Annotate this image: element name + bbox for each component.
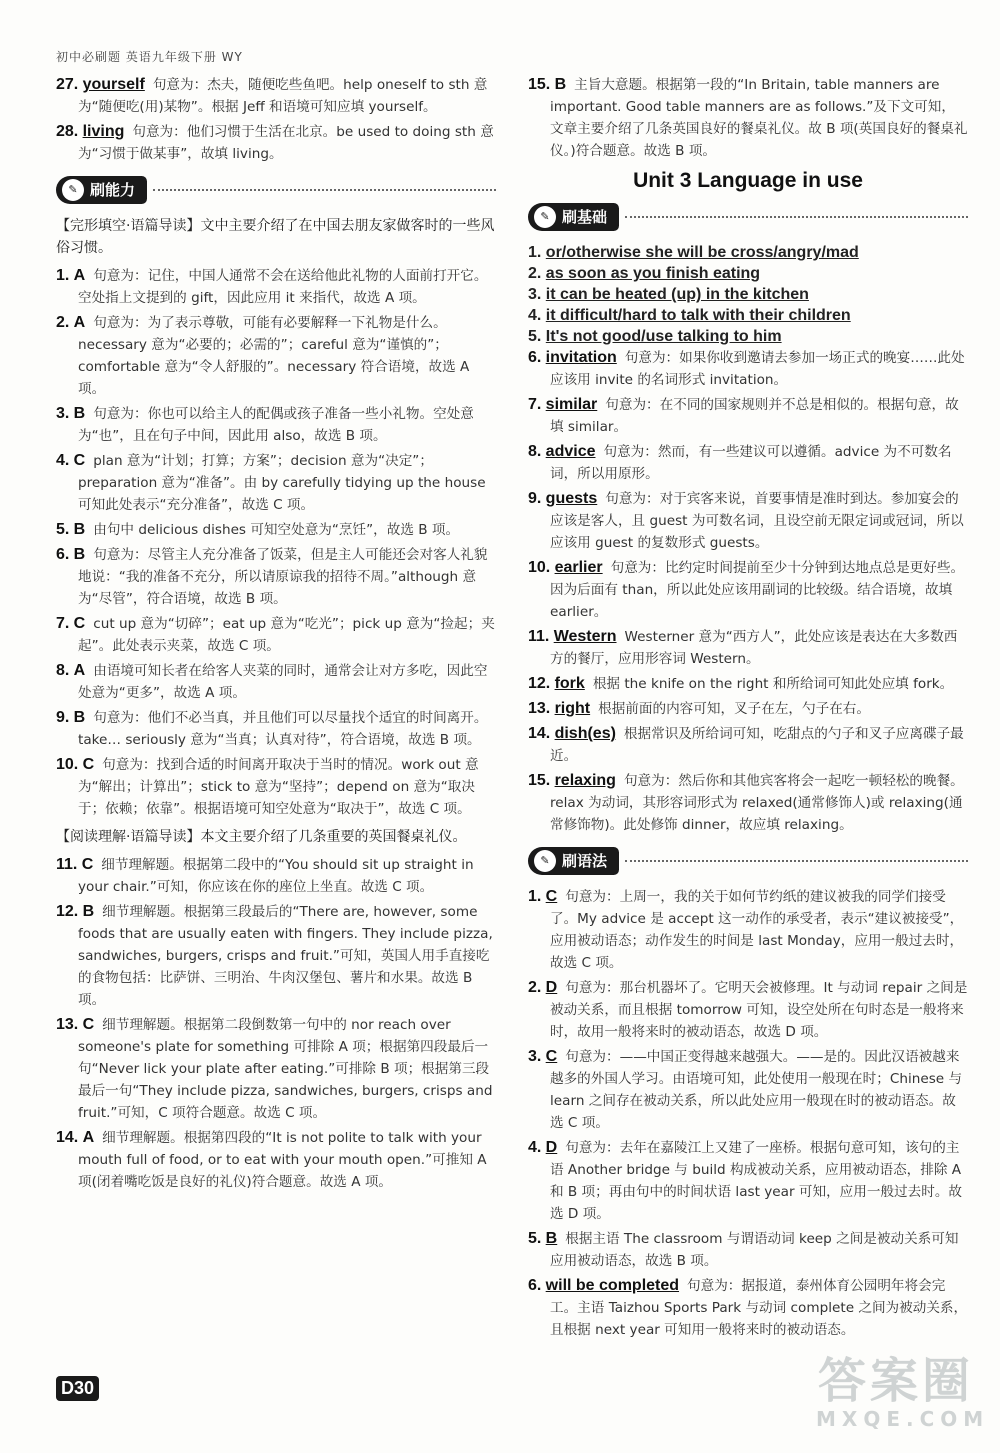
item-number: 4. [528,1139,542,1156]
item-explanation: 句意为：你也可以给主人的配偶或孩子准备一些小礼物。空处意为“也”，且在句子中间，因此用 also，故选 B 项。 [78,406,474,444]
item-answer: D [545,979,558,996]
answer-item [56,707,496,751]
item-number: 10. [528,559,551,576]
item-number: 5. [528,328,542,345]
ability-badge [56,176,147,204]
answer-item [528,1228,968,1272]
badge-icon: ✎ [534,850,556,872]
item-explanation: 主旨大意题。根据第一段的“In Britain, table manners are important. Good table manners are as follows.”及下文可知，文章主要介绍了几条英国良好的餐桌礼仪。故 B 项(英国良好的餐桌礼仪。)符合题意。故选 B 项。 [550,77,968,159]
item-explanation: 细节理解题。根据第二段倒数第一句中的 nor reach over someone's plate for something 可排除 A 项；根据第四段最后一句“Never lick your plate after eating.”可排除 B 项；根据第三段最后一句“They include pizza, sandwiches, burgers, crisps and fruit.”可知，C 项符合题意。故选 C 项。 [78,1017,493,1121]
answer-item [528,886,968,974]
item-answer: right [554,700,591,717]
sentence-answer [528,284,968,305]
item-explanation: 细节理解题。根据第二段中的“You should sit up straight in your chair.”可知，你应该在你的座位上坐直。故选 C 项。 [78,857,474,895]
banner-label: 刷语法 [562,852,608,870]
item-number: 5. [56,521,70,538]
watermark-text: 答案圈 [817,1353,974,1409]
item-number: 2. [56,314,70,331]
item-answer: C [545,1048,558,1065]
item-explanation: 句意为：对于宾客来说，首要事情是准时到达。参加宴会的应该是客人，且 guest 为可数名词，且设空前无限定词或冠词，所以应该用 guest 的复数形式 guests。 [550,491,964,551]
answer-item [528,347,968,391]
answer-item [528,977,968,1043]
sentence-answer [528,326,968,347]
answer-item [528,698,968,720]
item-answer: dish(es) [554,725,616,742]
answer-item [528,770,968,836]
left-top-items [56,74,496,165]
item-number: 3. [528,1048,542,1065]
sentence-text: It's not good/use talking to him [545,328,782,345]
item-explanation: 根据前面的内容可知，叉子在左，勺子在右。 [598,701,870,717]
item-number: 4. [56,452,70,469]
answer-item [528,441,968,485]
item-explanation: 句意为：在不同的国家规则并不总是相似的。根据句意，故填 similar。 [550,397,959,435]
sentence-text: as soon as you finish eating [545,265,761,282]
item-explanation: 句意为：据报道，泰州体育公园明年将会完工。主语 Taizhou Sports Park 与动词 complete 之间为被动关系，且根据 next year 可知用一般将来时的被动语态。 [550,1278,968,1338]
item-number: 11. [56,856,78,873]
answer-item [56,901,496,1011]
item-answer: A [73,267,86,284]
item-answer: A [73,314,86,331]
dotted-divider [625,216,968,218]
item-explanation: Westerner 意为“西方人”，此处应该是表达在大多数西方的餐厅，应用形容词 Western。 [550,629,958,667]
item-answer: similar [545,396,598,413]
item-number: 6. [528,349,542,366]
item-number: 5. [528,1230,542,1247]
item-answer: C [545,888,558,905]
item-number: 7. [528,396,542,413]
basic-word-answers [528,347,968,836]
item-number: 28. [56,123,79,140]
grammar-badge [528,847,619,875]
answer-item [56,854,496,898]
item-answer: C [73,615,86,632]
left-column [56,74,496,1196]
item-explanation: 由句中 delicious dishes 可知空处意为“烹饪”，故选 B 项。 [93,522,460,538]
item-number: 11. [528,628,550,645]
answer-item [56,450,496,516]
item-number: 15. [528,76,551,93]
item-answer: B [73,709,86,726]
item-number: 8. [528,443,542,460]
item-number: 13. [56,1016,79,1033]
item-explanation: cut up 意为“切碎”；eat up 意为“吃光”；pick up 意为“捡起；夹起”。此处表示夹菜，故选 C 项。 [78,616,495,654]
item-number: 1. [56,267,70,284]
section-banner-grammar [528,844,968,878]
grammar-answers [528,886,968,1341]
item-explanation: 句意为：——中国正变得越来越强大。——是的。因此汉语被越来越多的外国人学习。由语境可知，此处使用一般现在时；Chinese 与 learn 之间存在被动关系，所以此处应用一般现在时的被动语态。故选 C 项。 [550,1049,963,1131]
item-number: 12. [528,675,551,692]
item-explanation: 句意为：然而，有一些建议可以遵循。advice 为不可数名词，所以用原形。 [550,444,952,482]
section-banner-basic [528,200,968,234]
banner-label: 刷基础 [562,208,608,226]
item-number: 9. [56,709,70,726]
page-number: D30 [56,1376,99,1401]
item-number: 27. [56,76,79,93]
item-number: 6. [56,546,70,563]
item-number: 15. [528,772,551,789]
answer-item [528,1275,968,1341]
answer-item [528,74,968,162]
sentence-text: it difficult/hard to talk with their children [545,307,851,324]
answer-item [528,557,968,623]
item-answer: C [81,856,94,873]
item-number: 14. [56,1129,79,1146]
item-answer: living [82,123,125,140]
item-number: 3. [528,286,542,303]
item-answer: C [73,452,86,469]
sentence-answer [528,263,968,284]
item-number: 8. [56,662,70,679]
item-number: 13. [528,700,551,717]
dotted-divider [625,860,968,862]
item-number: 6. [528,1277,542,1294]
item-answer: fork [554,675,585,692]
item-number: 1. [528,244,542,261]
answer-item [528,723,968,767]
answer-item [56,1127,496,1193]
answer-item [528,673,968,695]
sentence-answer [528,305,968,326]
running-header: 初中必刷题 英语九年级下册 WY [56,50,243,64]
watermark-url: MXQE.COM [816,1407,990,1431]
item-number: 2. [528,979,542,996]
item-answer: B [73,521,86,538]
answer-item [528,626,968,670]
answer-item [56,265,496,309]
item-answer: B [73,405,86,422]
item-number: 10. [56,756,79,773]
item-explanation: 根据常识及所给词可知，吃甜点的勺子和叉子应离碟子最近。 [550,726,964,764]
item-explanation: 句意为：尽管主人充分准备了饭菜，但是主人可能还会对客人礼貌地说：“我的准备不充分，所以请原谅我的招待不周。”although 意为“尽管”，符合语境，故选 B 项。 [78,547,488,607]
item-explanation: 句意为：比约定时间提前至少十分钟到达地点总是更好些。因为后面有 than，所以此处应该用副词的比较级。结合语境，故填 earlier。 [550,560,965,620]
item-number: 12. [56,903,79,920]
answer-item [528,1046,968,1134]
sentence-text: or/otherwise she will be cross/angry/mad [545,244,859,261]
item-explanation: 句意为：杰夫，随便吃些鱼吧。help oneself to sth 意为“随便吃(用)某物”。根据 Jeff 和语境可知应填 yourself。 [78,77,488,115]
item-answer: invitation [545,349,617,366]
answer-item [56,754,496,820]
item-number: 2. [528,265,542,282]
item-answer: yourself [82,76,145,93]
item-explanation: 句意为：他们习惯于生活在北京。be used to doing sth 意为“习惯于做某事”，故填 living。 [78,124,494,162]
item-answer: B [545,1230,558,1247]
item-answer: earlier [554,559,603,576]
item-explanation: 句意为：记住，中国人通常不会在送给他此礼物的人面前打开它。空处指上文提到的 gift，因此应用 it 来指代，故选 A 项。 [78,268,488,306]
item-answer: C [82,756,95,773]
item-answer: C [82,1016,95,1033]
reading-intro: 【阅读理解·语篇导读】本文主要介绍了几条重要的英国餐桌礼仪。 [56,829,467,845]
banner-label: 刷能力 [90,181,136,199]
answer-item [56,121,496,165]
item-explanation: 句意为：上周一，我的关于如何节约纸的建议被我的同学们接受了。My advice 是 accept 这一动作的承受者，表示“建议被接受”，应用被动语态；动作发生的时间是 last Monday，应用一般过去时，故选 C 项。 [550,889,964,971]
unit-title: Unit 3 Language in use [633,169,863,192]
item-number: 1. [528,888,542,905]
badge-icon: ✎ [534,206,556,228]
item-answer: D [545,1139,558,1156]
item-answer: B [73,546,86,563]
watermark-logo [816,1353,990,1435]
item-explanation: plan 意为“计划；打算；方案”；decision 意为“决定”；preparation 意为“准备”。由 by carefully tidying up the house 可知此处表示“充分准备”，故选 C 项。 [78,453,486,513]
item-answer: B [554,76,567,93]
item-number: 7. [56,615,70,632]
sentence-text: it can be heated (up) in the kitchen [545,286,809,303]
item-explanation: 句意为：去年在嘉陵江上又建了一座桥。根据句意可知，该句的主语 Another bridge 与 build 构成被动关系，应用被动语态，排除 A 和 B 项；再由句中的时间状语 last year 可知，应用一般过去时。故选 D 项。 [550,1140,963,1222]
answer-item [528,488,968,554]
item-explanation: 细节理解题。根据第四段的“It is not polite to talk with your mouth full of food, or to eat with your mouth open.”可推知 A 项(闭着嘴吃饭是良好的礼仪)符合题意。故选 A 项。 [78,1130,487,1190]
item-answer: A [82,1129,95,1146]
cloze-answers [56,265,496,820]
badge-icon: ✎ [62,179,84,201]
answer-item [56,660,496,704]
item-number: 3. [56,405,70,422]
item-explanation: 根据主语 The classroom 与谓语动词 keep 之间是被动关系可知应用被动语态，故选 B 项。 [550,1231,959,1269]
item-explanation: 根据 the knife on the right 和所给词可知此处应填 fork。 [592,676,954,692]
item-explanation: 由语境可知长者在给客人夹菜的同时，通常会让对方多吃，因此空处意为“更多”，故选 A 项。 [78,663,488,701]
item-answer: advice [545,443,596,460]
answer-item [56,403,496,447]
cloze-intro: 【完形填空·语篇导读】文中主要介绍了在中国去朋友家做客时的一些风俗习惯。 [56,218,495,256]
item-answer: Western [553,628,617,645]
reading-answer-15 [528,74,968,162]
section-banner-ability [56,173,496,207]
item-number: 14. [528,725,551,742]
answer-item [56,544,496,610]
item-answer: guests [545,490,598,507]
answer-item [528,394,968,438]
item-answer: A [73,662,86,679]
reading-answers [56,854,496,1193]
item-explanation: 句意为：他们不必当真，并且他们可以尽量找个适宜的时间离开。take… seriously 意为“当真；认真对待”，符合语境，故选 B 项。 [78,710,488,748]
sentence-answer [528,242,968,263]
item-explanation: 句意为：如果你收到邀请去参加一场正式的晚宴……此处应该用 invite 的名词形式 invitation。 [550,350,965,388]
item-answer: relaxing [554,772,616,789]
item-answer: will be completed [545,1277,680,1294]
basic-sentence-answers [528,242,968,347]
item-explanation: 句意为：为了表示尊敬，可能有必要解释一下礼物是什么。necessary 意为“必要的；必需的”；careful 意为“谨慎的”；comfortable 意为“令人舒服的”。necessary 符合语境，故选 A 项。 [78,315,470,397]
right-column [528,74,968,1344]
answer-item [56,613,496,657]
item-explanation: 细节理解题。根据第三段最后的“There are, however, some foods that are usually eaten with fingers. They include pizza, sandwiches, burgers, crisps and fruit.”可知，英国人用手直接吃的食物包括：比萨饼、三明治、牛肉汉堡包、薯片和水果。故选 B 项。 [78,904,493,1008]
answer-item [528,1137,968,1225]
answer-item [56,1014,496,1124]
dotted-divider [153,189,496,191]
item-answer: B [82,903,95,920]
basic-badge [528,203,619,231]
answer-item [56,519,496,541]
item-explanation: 句意为：然后你和其他宾客将会一起吃一顿轻松的晚餐。relax 为动词，其形容词形式为 relaxed(通常修饰人)或 relaxing(通常修饰物)。此处修饰 dinner，故应填 relaxing。 [550,773,964,833]
answer-item [56,312,496,400]
item-explanation: 句意为：找到合适的时间离开取决于当时的情况。work out 意为“解出；计算出”；stick to 意为“坚持”；depend on 意为“取决于；依赖；依靠”。根据语境可知空处意为“取决于”，故选 C 项。 [78,757,479,817]
answer-item [56,74,496,118]
item-number: 4. [528,307,542,324]
item-number: 9. [528,490,542,507]
item-explanation: 句意为：那台机器坏了。它明天会被修理。It 与动词 repair 之间是被动关系，而且根据 tomorrow 可知，设空处所在句时态是一般将来时，故用一般将来时的被动语态，故选 D 项。 [550,980,968,1040]
